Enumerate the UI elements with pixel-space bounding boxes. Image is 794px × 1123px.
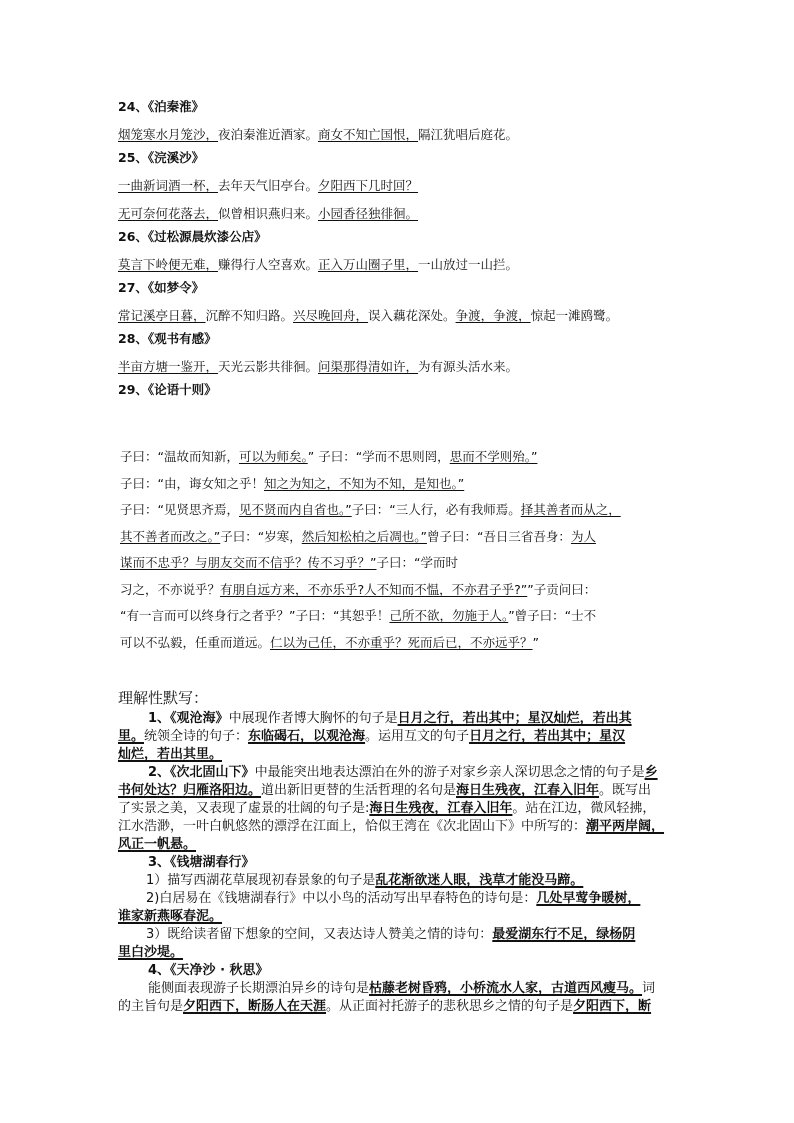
answer-text: 潮平两岸阔， xyxy=(586,819,665,834)
answer-text: 小园香径独徘徊。 xyxy=(318,206,419,221)
answer-text: 日月之行，若出其中；星汉 xyxy=(469,729,626,744)
comprehension-line xyxy=(118,872,708,890)
poem-title-24: 24、《泊秦淮》 xyxy=(118,99,205,114)
question-heading: 《天净沙 · 秋思》 xyxy=(170,963,269,978)
question-text: 3）既给读者留下想象的空间，又表达诗人赞美之情的诗句： xyxy=(146,927,493,942)
passage-line xyxy=(120,550,710,577)
question-text: 。既写出 xyxy=(599,783,652,798)
prompt-text: 子曰：“岁寒， xyxy=(220,528,302,544)
prompt-text: 惊起一滩鸥鹭。 xyxy=(530,308,619,323)
answer-text: 海日生残夜，江春入旧年 xyxy=(456,783,600,798)
comprehension-line xyxy=(118,908,708,926)
question-text: 能侧面表现游子长期漂泊异乡的诗句是 xyxy=(148,981,370,996)
comprehension-line xyxy=(118,836,708,854)
prompt-text: “有一言而可以终身行之者乎？”子曰：“其恕乎！ xyxy=(120,608,390,623)
answer-text: 无可奈何花落去， xyxy=(118,206,219,221)
prompt-text: 曾子曰：“吾日三省吾身： xyxy=(426,528,571,544)
passage-line xyxy=(120,603,710,630)
question-text: 2)白居易在《钱塘湖春行》中以小鸟的活动写出早春特色的诗句是： xyxy=(146,891,537,906)
answer-text: 然后知松柏之后凋也。” xyxy=(301,528,427,544)
comprehension-line xyxy=(118,782,708,800)
comprehension-line xyxy=(118,728,708,746)
poem-title-26: 26、《过松源晨炊漆公店》 xyxy=(118,229,267,244)
prompt-text: 子曰：“三人行，必有我师焉。 xyxy=(351,502,521,517)
question-text: 了实景之美，又表现了虚景的壮阔的句子是: xyxy=(118,801,370,816)
question-heading: 3、 xyxy=(148,855,171,870)
answer-text: 争渡，争渡， xyxy=(455,308,531,323)
recitation-section xyxy=(118,96,718,401)
passage-line xyxy=(120,444,710,471)
question-text: 。运用互文的句子 xyxy=(365,729,470,744)
question-text: 中最能突出地表达漂泊在外的游子对家乡亲人深切思念之情的句子是 xyxy=(254,765,645,780)
prompt-text: 子曰：“学而时 xyxy=(376,555,458,570)
passage-line xyxy=(120,471,710,498)
section-title: 理解性默写： xyxy=(118,689,209,707)
prompt-text: 沉醉不知归路。 xyxy=(205,308,294,323)
question-text: 中展现作者博大胸怀的句子是 xyxy=(228,711,398,726)
prompt-text: 子曰：“由，诲女知之乎！ xyxy=(120,475,264,491)
answer-text: 择其善者而从之， xyxy=(520,502,621,517)
answer-text: 常记溪亭日暮， xyxy=(118,308,206,323)
prompt-text: 夜泊秦淮近酒家。 xyxy=(218,127,319,142)
comprehension-line xyxy=(118,980,708,998)
poem-title-25: 25、《浣溪沙》 xyxy=(118,150,205,165)
prompt-text: 习之，不亦说乎？ xyxy=(120,581,221,597)
prompt-text: 子曰：“温故而知新， xyxy=(120,449,239,464)
answer-text: 正入万山圈子里， xyxy=(318,257,419,272)
comprehension-line xyxy=(118,764,708,782)
answer-text: 枯藤老树昏鸦，小桥流水人家，古道西风瘦马。 xyxy=(369,981,643,996)
answer-text: 兴尽晚回舟， xyxy=(293,308,369,323)
answer-text: 乱花渐欲迷人眼，浅草才能没马蹄。 xyxy=(375,873,584,888)
answer-text: 夕阳西下，断肠人在天涯 xyxy=(183,999,327,1014)
question-text: 。从正面衬托游子的悲秋思乡之情的句子是 xyxy=(326,999,574,1014)
answer-text: 商女不知亡国恨， xyxy=(318,127,419,142)
poem-title-29: 29、《论语十则》 xyxy=(118,382,217,397)
poem-line xyxy=(118,203,718,225)
question-heading: 4、 xyxy=(148,963,171,978)
prompt-text: 为有源头活水来。 xyxy=(418,359,519,374)
prompt-text: ” 子曰：“学而不思则罔， xyxy=(307,449,450,464)
comprehension-line xyxy=(118,890,708,908)
question-heading: 《观沧海》 xyxy=(170,711,229,726)
question-text: 的主旨句是 xyxy=(118,999,184,1014)
poem-line xyxy=(118,356,718,378)
passage-line xyxy=(120,630,710,657)
comprehension-line xyxy=(118,746,708,764)
question-heading: 2、 xyxy=(148,765,171,780)
poem-line xyxy=(118,305,718,327)
comprehension-lines xyxy=(118,710,708,1016)
answer-text: 一曲新词酒一杯， xyxy=(118,178,219,193)
question-text: 1）描写西湖花草展现初春景象的句子是 xyxy=(146,873,376,888)
answer-text: 可以为师矣。 xyxy=(238,449,308,464)
poem-line xyxy=(118,254,718,276)
poem-line xyxy=(118,124,718,146)
answer-text: 夕阳西下，断 xyxy=(573,999,652,1014)
prompt-text: 天光云影共徘徊。 xyxy=(218,359,319,374)
answer-text: 有朋自远方来，不亦乐乎?人不知而不愠，不亦君子乎?” xyxy=(220,581,528,597)
answer-text: 乡 xyxy=(644,765,658,780)
comprehension-line xyxy=(118,962,708,980)
comprehension-line xyxy=(118,818,708,836)
comprehension-line xyxy=(118,710,708,728)
prompt-text: 一山放过一山拦。 xyxy=(418,257,519,272)
answer-text: 见不贤而内自省也。” xyxy=(238,502,352,517)
question-heading: 《钱塘湖春行》 xyxy=(170,855,255,870)
answer-text: 夕阳西下几时回？ xyxy=(318,178,419,193)
comprehension-line xyxy=(118,944,708,962)
answer-text: 最爱湖东行不足，绿杨阴 xyxy=(492,927,636,942)
question-text: 江水浩渺，一叶白帆悠然的漂浮在江面上，恰似王湾在《次北固山下》中所写的： xyxy=(118,819,587,834)
poem-title-27: 27、《如梦令》 xyxy=(118,280,205,295)
answer-text: 灿烂，若出其里。 xyxy=(118,747,223,762)
answer-text: 风正一帆悬。 xyxy=(118,837,197,852)
question-heading: 《次北固山下》 xyxy=(170,765,255,780)
comprehension-line xyxy=(118,800,708,818)
answer-text: 己所不欲，勿施于人。 xyxy=(389,608,509,623)
answer-text: 知之为知之，不知为不知，是知也。” xyxy=(263,475,465,491)
answer-text: 谁家新燕啄春泥。 xyxy=(118,909,223,924)
comprehension-line xyxy=(118,926,708,944)
prompt-text: 赚得行人空喜欢。 xyxy=(218,257,319,272)
answer-text: 莫言下岭便无难， xyxy=(118,257,219,272)
passage-line xyxy=(120,524,710,551)
answer-text: 里。 xyxy=(118,729,145,744)
prompt-text: ”曾子曰：“士不 xyxy=(508,608,597,623)
answer-text: 半亩方塘一鉴开， xyxy=(118,359,219,374)
prompt-text: ”子贡问曰： xyxy=(527,581,597,597)
answer-text: 谋而不忠乎？与朋友交而不信乎？传不习乎？” xyxy=(120,555,377,570)
answer-text: 烟笼寒水月笼沙， xyxy=(118,127,219,142)
prompt-text: 误入藕花深处。 xyxy=(368,308,456,323)
answer-text: 思而不学则殆。” xyxy=(449,449,538,464)
answer-text: 里白沙堤。 xyxy=(118,945,184,960)
question-text: 统领全诗的句子： xyxy=(144,729,249,744)
passage-line xyxy=(120,497,710,524)
question-text: 。站在江边，微风轻拂， xyxy=(512,801,656,816)
prompt-text: 隔江犹唱后庭花。 xyxy=(418,127,519,142)
prompt-text: ” xyxy=(532,634,540,650)
answer-text: 书何处达？归雁洛阳边。 xyxy=(118,783,262,798)
comprehension-section xyxy=(118,686,708,1016)
answer-text: 仁以为己任，不亦重乎？死而后已，不亦远乎？ xyxy=(270,634,533,650)
comprehension-line xyxy=(118,998,708,1016)
question-text: 词 xyxy=(642,981,656,996)
answer-text: 几处早莺争暖树， xyxy=(536,891,641,906)
question-text: 道出新旧更替的生活哲理的名句是 xyxy=(261,783,457,798)
answer-text: 东临碣石，以观沧海 xyxy=(248,729,366,744)
answer-text: 日月之行，若出其中；星汉灿烂，若出其 xyxy=(397,711,632,726)
answer-text: 为人 xyxy=(570,528,596,544)
answer-text: 问渠那得清如许， xyxy=(318,359,419,374)
prompt-text: 子曰：“见贤思齐焉， xyxy=(120,502,239,517)
prompt-text: 可以不弘毅，任重而道远。 xyxy=(120,634,271,650)
answer-text: 其不善者而改之。” xyxy=(120,528,221,544)
prompt-text: 去年天气旧亭台。 xyxy=(218,178,319,193)
answer-text: 海日生残夜，江春入旧年 xyxy=(369,801,513,816)
poem-title-28: 28、《观书有感》 xyxy=(118,331,217,346)
question-heading: 1、 xyxy=(148,711,171,726)
prompt-text: 似曾相识燕归来。 xyxy=(218,206,319,221)
poem-line xyxy=(118,175,718,197)
lunyu-passage xyxy=(120,444,710,656)
comprehension-line xyxy=(118,854,708,872)
passage-line xyxy=(120,577,710,604)
